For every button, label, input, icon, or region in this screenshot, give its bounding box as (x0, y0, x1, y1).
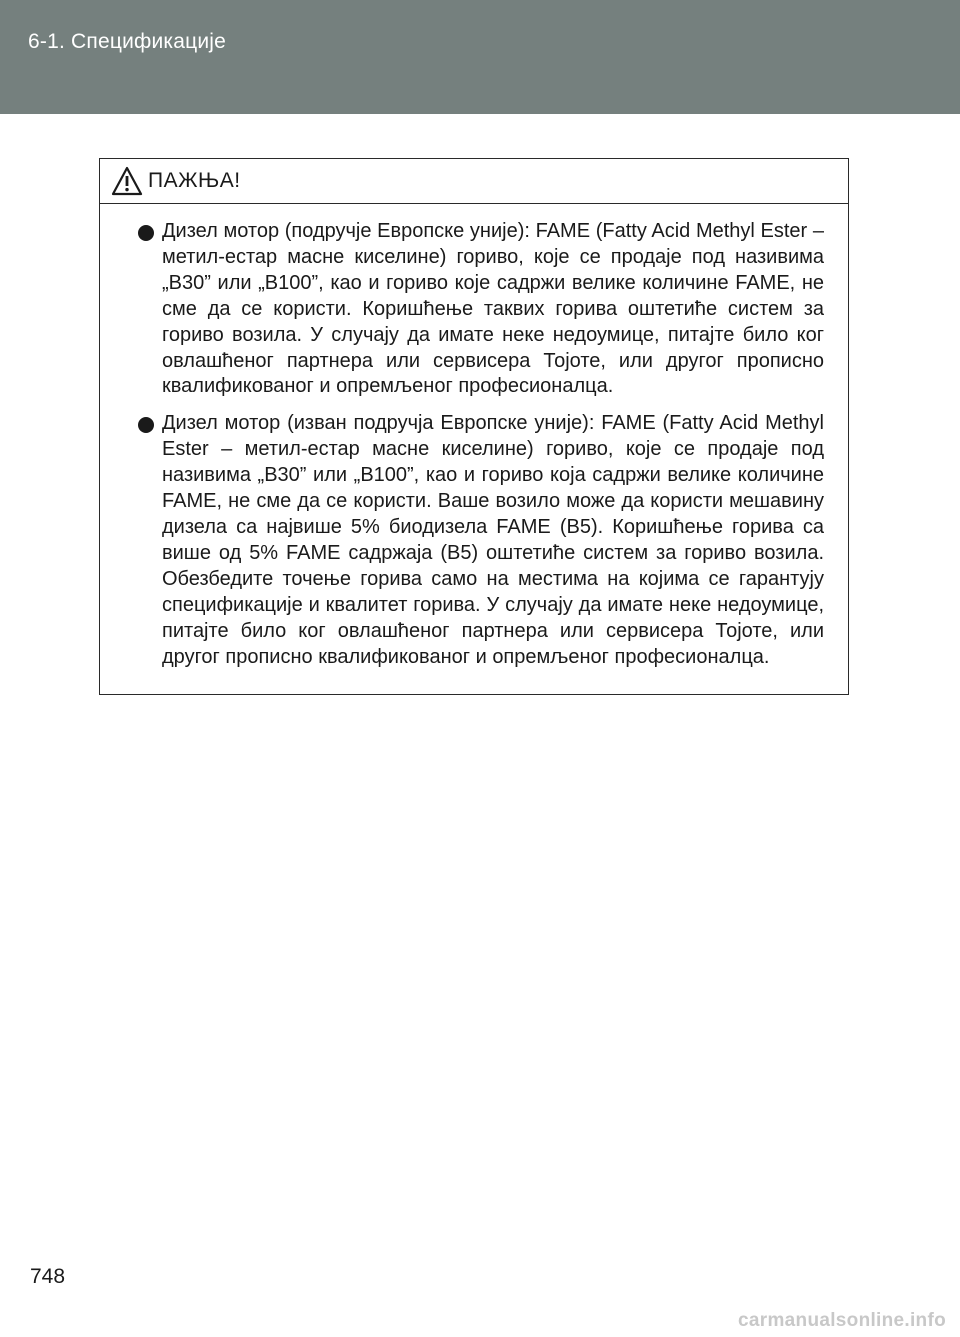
warning-triangle-icon (111, 166, 143, 196)
list-item (100, 219, 848, 400)
bullet-icon (138, 225, 154, 241)
warning-box (99, 158, 849, 695)
page-number: 748 (30, 1265, 66, 1288)
warning-label: ПАЖЊА! (148, 169, 241, 192)
watermark: carmanualsonline.info (738, 1310, 946, 1331)
warning-header (100, 159, 848, 204)
list-item (100, 411, 848, 670)
warning-bullet-list (100, 219, 848, 681)
bullet-icon (138, 417, 154, 433)
section-title: 6-1. Спецификације (28, 30, 227, 53)
bullet-text: Дизел мотор (изван подручја Европске уније): FAME (Fatty Acid Methyl Ester – метил-естар масне киселине) гориво, које се продаје под називима „B30” или „B100”, као и гориво која садржи велике количине FAME, не сме да се користи. Ваше возило може да користи мешавину дизела са највише 5% биодизела FAME (B5). Коришћење горива са више од 5% FAME садржаја (B5) оштетиће систем за гориво возила. Обезбедите точење горива само на местима на којима се гарантују спецификације и квалитет горива. У случају да имате неке недоумице, питајте било ког овлашћеног партнера или сервисера Тојоте, или другог прописно квалификованог и опремљеног професионалца. (162, 412, 824, 668)
bullet-text: Дизел мотор (подручје Европске уније): FAME (Fatty Acid Methyl Ester – метил-естар масне киселине) гориво, које се продаје под називима „B30” или „B100”, као и гориво које садржи велике количине FAME, не сме да се користи. Коришћење таквих горива оштетиће систем за гориво возила. У случају да имате неке недоумице, питајте било ког овлашћеног партнера или сервисера Тојоте, или другог прописно квалификованог и опремљеног професионалца. (162, 220, 824, 398)
section-header (0, 0, 960, 114)
